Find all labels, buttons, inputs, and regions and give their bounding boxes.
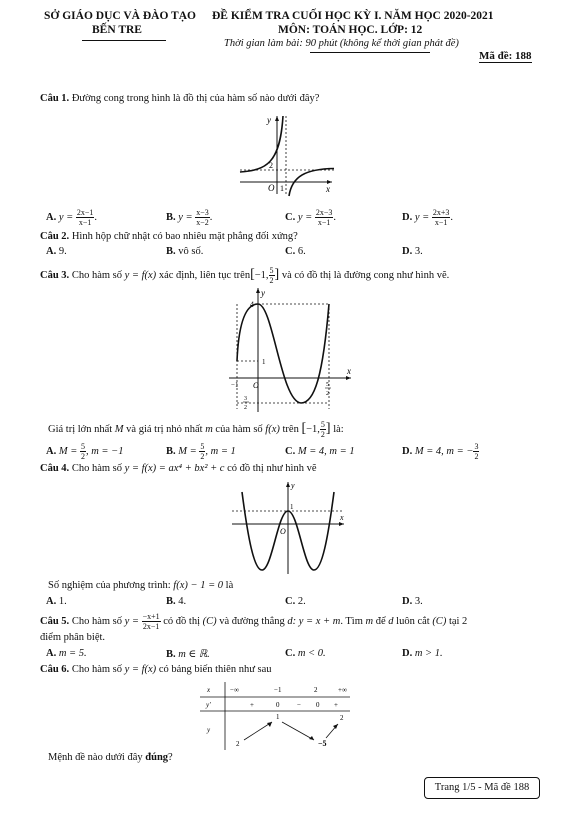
- q3-option-b[interactable]: B. M = $\frac{5}{2}$ , m = 1: [166, 442, 236, 461]
- q4-x-label: x: [340, 513, 344, 522]
- q3-y-label: y: [261, 288, 265, 298]
- q4-option-b[interactable]: B. 4.: [166, 596, 187, 607]
- q6-x-3: +∞: [338, 686, 347, 694]
- department-name: SỞ GIÁO DỤC VÀ ĐÀO TẠO: [44, 10, 196, 22]
- title-underline: [310, 52, 430, 53]
- q2-option-b[interactable]: B. vô số.: [166, 246, 204, 257]
- q6-sign-1: 0: [276, 701, 280, 709]
- time-note: Thời gian làm bài: 90 phút (không kể thời gian phát đề): [224, 38, 459, 49]
- q5-option-c[interactable]: C. m < 0.: [285, 648, 326, 659]
- q4-option-d[interactable]: D. 3.: [402, 596, 423, 607]
- q6-x-0: −∞: [230, 686, 239, 694]
- exam-code: Mã đề: 188: [479, 50, 532, 62]
- question-6-prompt: Mệnh đề nào dưới đây đúng?: [48, 752, 173, 763]
- q3-x-neg: −1: [231, 381, 239, 389]
- q1-option-b[interactable]: B. y = $\frac{x-3}{x-2}$ .: [166, 208, 213, 227]
- q6-row-y: y: [207, 726, 211, 734]
- q3-origin: O: [253, 381, 259, 390]
- q6-row-dy: y′: [206, 701, 211, 709]
- q3-option-d[interactable]: D. M = 4, m = − $\frac{3}{2}$: [402, 442, 479, 461]
- q5-option-b[interactable]: B. m ∈ ℝ.: [166, 649, 210, 660]
- page-footer: Trang 1/5 - Mã đề 188: [424, 777, 540, 799]
- q4-option-c[interactable]: C. 2.: [285, 596, 306, 607]
- question-6: Câu 6. Cho hàm số y = f(x) có bảng biến thiên như sau: [40, 664, 272, 675]
- q5-option-a[interactable]: A. m = 5.: [46, 648, 87, 659]
- q2-option-a[interactable]: A. 9.: [46, 246, 67, 257]
- q6-y-1: 2: [340, 714, 344, 722]
- q3-option-a[interactable]: A. M = $\frac{5}{2}$ , m = −1: [46, 442, 124, 461]
- q6-x-2: 2: [314, 686, 318, 694]
- q4-origin: O: [280, 527, 286, 536]
- subject-line: MÔN: TOÁN HỌC. LỚP: 12: [278, 24, 423, 36]
- q3-y-neg-den: 2: [244, 405, 247, 411]
- q4-graph: [228, 478, 348, 576]
- q4-y-tick: 1: [290, 503, 294, 511]
- q3-y-neg-num: 3: [244, 396, 247, 402]
- q6-row-x: x: [207, 686, 211, 694]
- q2-option-c[interactable]: C. 6.: [285, 246, 306, 257]
- q3-graph: [225, 284, 355, 414]
- q5-option-d[interactable]: D. m > 1.: [402, 648, 443, 659]
- q3-x-label: x: [347, 366, 351, 376]
- q3-y-top: 4: [250, 300, 254, 309]
- q6-x-1: −1: [274, 686, 282, 694]
- q1-graph: [236, 112, 338, 198]
- question-5-line2: điểm phân biệt.: [40, 632, 106, 643]
- q4-option-a[interactable]: A. 1.: [46, 596, 67, 607]
- question-3-sub: Giá trị lớn nhất M và giá trị nhỏ nhất m của hàm số f(x) trên [−1, $\frac{5}{2}$ ] là:: [48, 420, 344, 439]
- q6-y-3: −5: [318, 739, 327, 748]
- header-underline: [82, 40, 166, 41]
- q1-option-d[interactable]: D. y = $\frac{2x+3}{x-1}$ .: [402, 208, 453, 227]
- q6-sign-2: −: [297, 701, 301, 709]
- q6-sign-0: +: [250, 701, 254, 709]
- question-4-sub: Số nghiệm của phương trình: f(x) − 1 = 0 là: [48, 580, 234, 591]
- question-3: Câu 3. Cho hàm số y = f(x) xác định, liên tục trên[−1, $\frac{5}{2}$ ] và có đồ thị là đường cong như hình vẽ.: [40, 266, 450, 285]
- q1-y-label: y: [267, 115, 271, 125]
- q3-y-one: 1: [262, 358, 266, 366]
- q6-sign-3: 0: [316, 701, 320, 709]
- q6-y-2: 2: [236, 740, 240, 748]
- q6-sign-4: +: [334, 701, 338, 709]
- q4-y-label: y: [291, 481, 295, 490]
- q1-x-tick: 1: [280, 184, 284, 193]
- question-2: Câu 2. Hình hộp chữ nhật có bao nhiêu mặt phẳng đối xứng?: [40, 231, 298, 242]
- q3-option-c[interactable]: C. M = 4, m = 1: [285, 446, 355, 457]
- q2-option-d[interactable]: D. 3.: [402, 246, 423, 257]
- question-5: Câu 5. Cho hàm số y = $\frac{-x+1}{2x-1}$ có đồ thị (C) và đường thẳng d: y = x + m. Tìm m để d luôn cắt (C) tại 2: [40, 612, 468, 631]
- q1-x-label: x: [326, 184, 330, 194]
- question-4: Câu 4. Cho hàm số y = f(x) = ax⁴ + bx² + c có đồ thị như hình vẽ: [40, 463, 317, 474]
- province-name: BẾN TRE: [92, 24, 142, 36]
- q1-option-a[interactable]: A. y = $\frac{2x-1}{x-1}$ .: [46, 208, 97, 227]
- q6-variation-table: [194, 680, 354, 752]
- q3-x-pos-den: 2: [326, 391, 329, 397]
- q3-x-pos-num: 5: [326, 382, 329, 388]
- q1-option-c[interactable]: C. y = $\frac{2x-3}{x-1}$ .: [285, 208, 336, 227]
- q6-y-0: 1: [276, 713, 280, 721]
- question-1: Câu 1. Đường cong trong hình là đồ thị của hàm số nào dưới đây?: [40, 93, 320, 104]
- q1-y-tick: 2: [269, 161, 273, 170]
- exam-title: ĐỀ KIỂM TRA CUỐI HỌC KỲ I. NĂM HỌC 2020-2021: [212, 10, 494, 22]
- q1-origin: O: [268, 183, 275, 193]
